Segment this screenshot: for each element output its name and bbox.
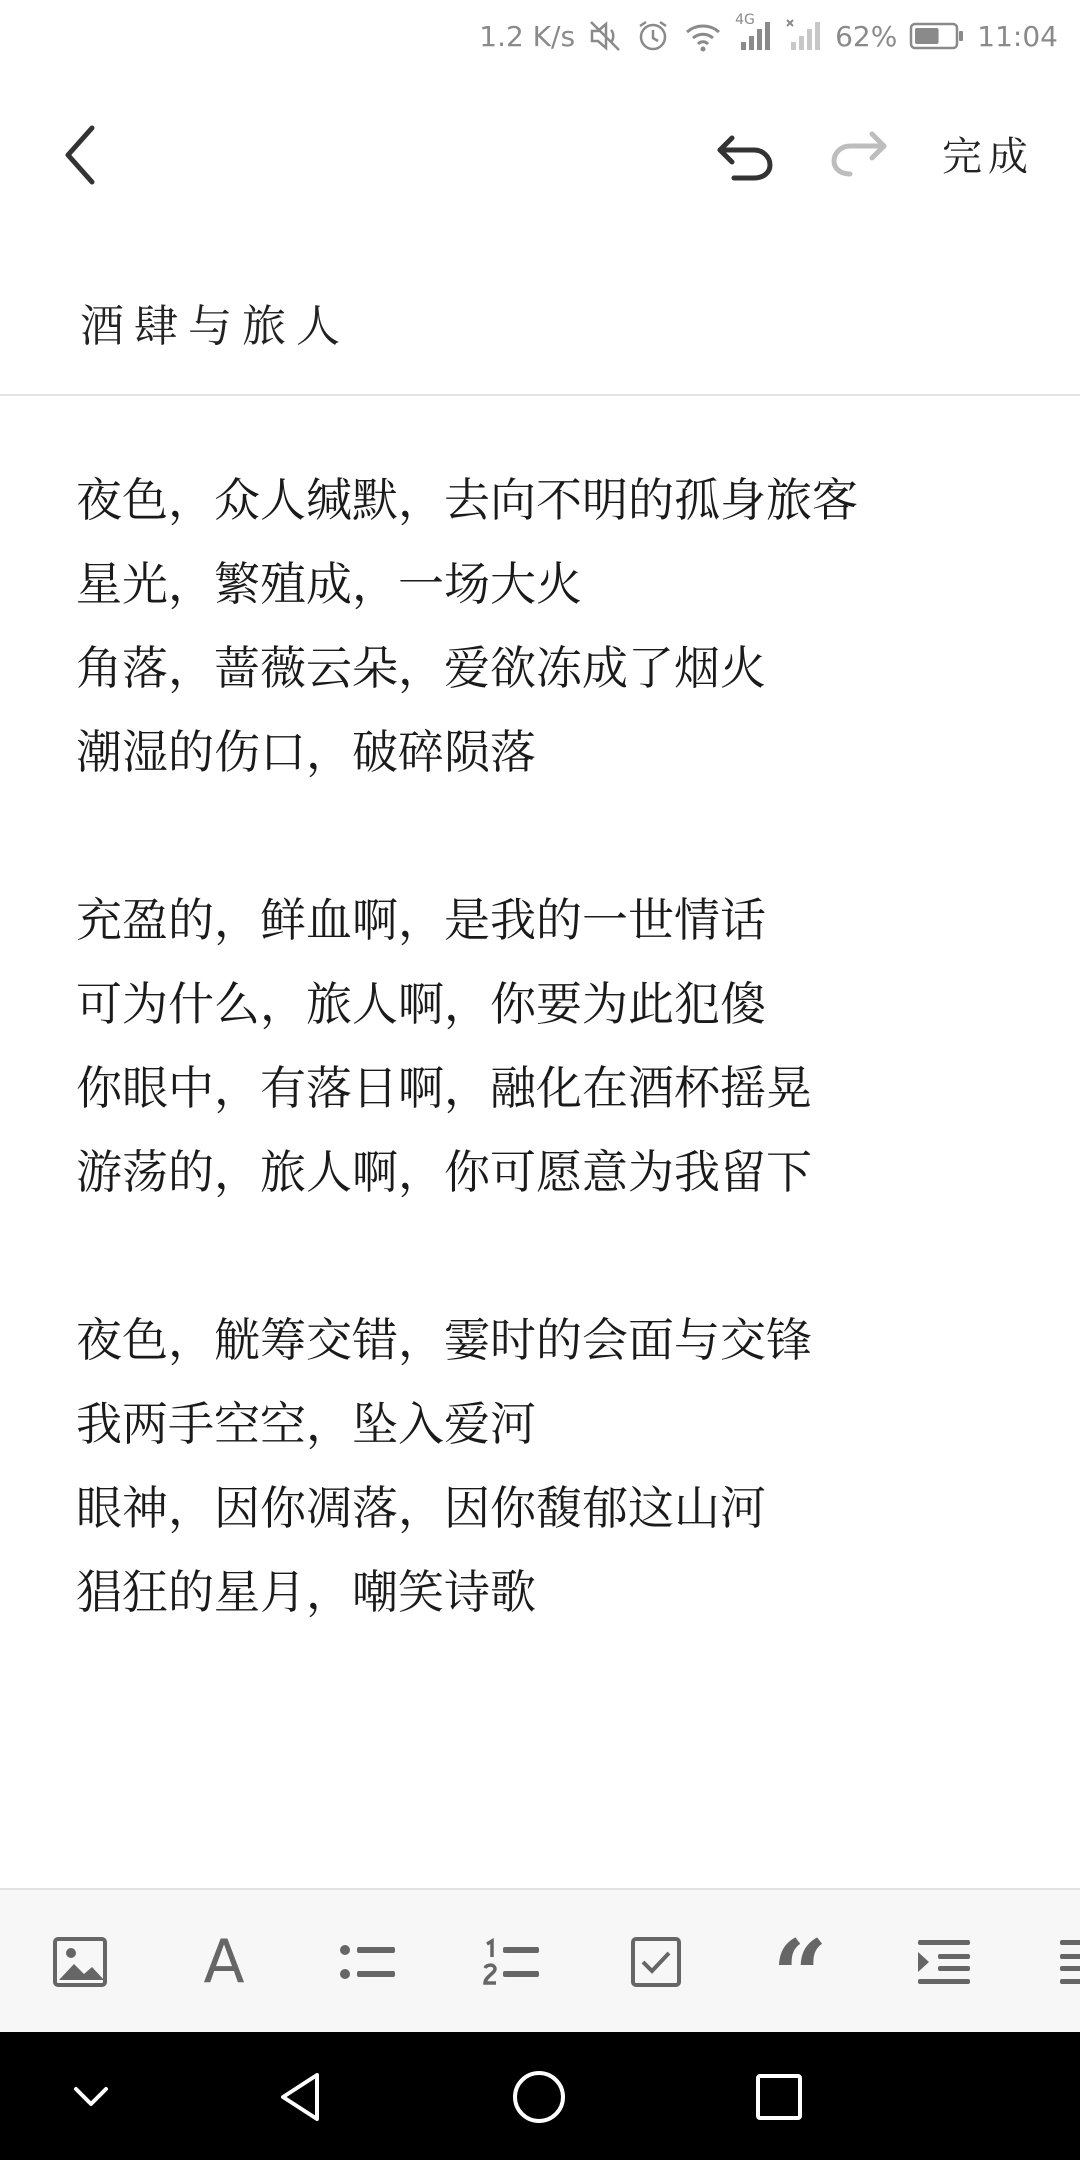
- undo-icon: [712, 124, 782, 184]
- poem-line: 充盈的，鲜血啊，是我的一世情话: [76, 893, 766, 947]
- hide-nav-icon: [66, 2077, 116, 2117]
- nav-recents-button[interactable]: [744, 2062, 814, 2132]
- poem-line: 星光，繁殖成，一场大火: [76, 557, 582, 611]
- numbered-list-icon: [483, 1938, 541, 1986]
- checkbox-icon: [630, 1936, 682, 1988]
- text-style-icon: A: [203, 1927, 245, 1997]
- done-button[interactable]: 完成: [942, 134, 1034, 180]
- redo-icon: [822, 124, 892, 184]
- home-circle-icon: [509, 2067, 569, 2127]
- indent-button[interactable]: [912, 1930, 976, 1994]
- poem-line: 夜色，众人缄默，去向不明的孤身旅客: [76, 473, 858, 527]
- image-icon: [52, 1936, 108, 1988]
- nav-back-button[interactable]: [266, 2062, 336, 2132]
- note-title[interactable]: 酒肆与旅人: [80, 301, 350, 352]
- poem-line: 我两手空空，坠入爱河: [76, 1397, 536, 1451]
- title-divider: [0, 394, 1080, 396]
- poem-line: 你眼中，有落日啊，融化在酒杯摇晃: [76, 1061, 812, 1115]
- bullet-list-button[interactable]: [336, 1930, 400, 1994]
- net-speed: 1.2 K/s: [479, 19, 576, 53]
- signal-no-sim-icon: [785, 18, 823, 54]
- more-format-button[interactable]: [1046, 1930, 1080, 1994]
- poem-line: 可为什么，旅人啊，你要为此犯傻: [76, 977, 766, 1031]
- editor-toolbar: [0, 72, 1080, 242]
- nav-home-button[interactable]: [504, 2062, 574, 2132]
- wifi-icon: [683, 18, 723, 54]
- poem-line: 游荡的，旅人啊，你可愿意为我留下: [76, 1145, 812, 1199]
- poem-line: 夜色，觥筹交错，霎时的会面与交锋: [76, 1313, 812, 1367]
- battery-icon: [909, 21, 965, 51]
- text-style-button[interactable]: [192, 1927, 256, 1997]
- bullet-list-icon: [339, 1940, 397, 1984]
- undo-button[interactable]: [712, 124, 782, 184]
- alarm-icon: [635, 18, 671, 54]
- quote-button[interactable]: [768, 1919, 832, 2032]
- back-button[interactable]: [52, 120, 112, 190]
- clock: 11:04: [977, 19, 1058, 53]
- format-toolbar: [0, 1888, 1080, 2032]
- status-bar: [0, 0, 1080, 72]
- numbered-list-button[interactable]: [480, 1930, 544, 1994]
- checkbox-button[interactable]: [624, 1930, 688, 1994]
- insert-image-button[interactable]: [48, 1930, 112, 1994]
- hide-nav-button[interactable]: [56, 2062, 126, 2132]
- mute-icon: [587, 18, 623, 54]
- poem-line: 眼神，因你凋落，因你馥郁这山河: [76, 1481, 766, 1535]
- navigation-bar: [0, 2032, 1080, 2160]
- recents-square-icon: [749, 2067, 809, 2127]
- chevron-left-icon: [52, 120, 112, 190]
- more-format-icon: [1046, 1938, 1080, 1986]
- poem-line: 角落，蔷薇云朵，爱欲冻成了烟火: [76, 641, 766, 695]
- poem-line: 潮湿的伤口，破碎陨落: [76, 725, 536, 779]
- back-triangle-icon: [271, 2067, 331, 2127]
- signal-icon: [735, 12, 773, 54]
- stanza: [76, 458, 1036, 794]
- stanza: [76, 878, 1036, 1214]
- indent-icon: [916, 1938, 972, 1986]
- poem-line: 猖狂的星月，嘲笑诗歌: [76, 1565, 536, 1619]
- quote-icon: “: [772, 1919, 828, 2032]
- battery-percent: 62%: [835, 19, 898, 53]
- note-body[interactable]: [76, 458, 1036, 1718]
- stanza: [76, 1298, 1036, 1634]
- network-type: 4G: [735, 12, 755, 28]
- redo-button[interactable]: [822, 124, 892, 184]
